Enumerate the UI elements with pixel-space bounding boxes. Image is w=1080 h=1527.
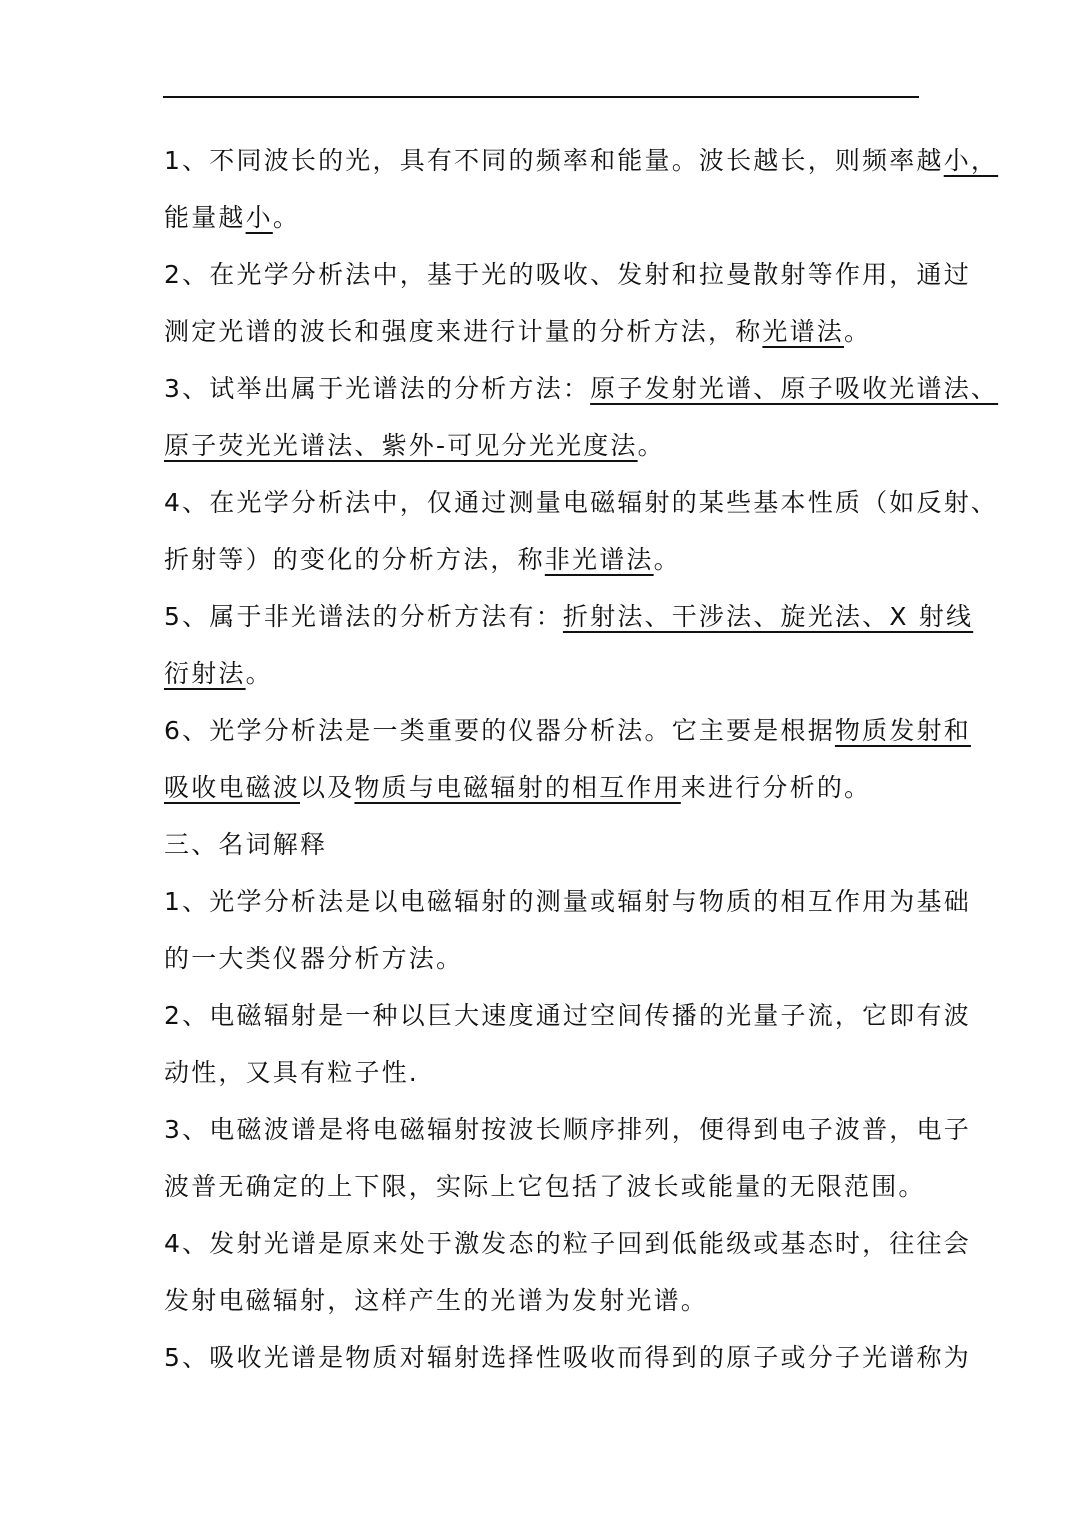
- text-line: [164, 417, 944, 474]
- text-segment: 5、吸收光谱是物质对辐射选择性吸收而得到的原子或分子光谱称为: [164, 1343, 971, 1372]
- text-line: [164, 360, 999, 417]
- text-segment: 。: [844, 317, 872, 346]
- text-line: [164, 132, 999, 189]
- text-line: [164, 816, 944, 873]
- text-line: [164, 303, 944, 360]
- answer-underlined: 小: [245, 203, 273, 232]
- answer-underlined: 原子荧光光谱法、紫外-可见分光光度法: [164, 431, 638, 460]
- text-segment: 。: [653, 545, 681, 574]
- text-segment: 5、属于非光谱法的分析方法有：: [164, 602, 563, 631]
- answer-underlined: 小，: [943, 146, 999, 175]
- answer-underlined: 衍射法: [164, 659, 246, 688]
- text-segment: 2、在光学分析法中，基于光的吸收、发射和拉曼散射等作用，通过: [164, 260, 971, 289]
- text-segment: 三、名词解释: [164, 830, 328, 859]
- answer-underlined: 原子发射光谱、原子吸收光谱法、: [590, 374, 999, 403]
- text-line: [164, 1215, 971, 1272]
- text-segment: 1、不同波长的光，具有不同的频率和能量。波长越长，则频率越: [164, 146, 944, 175]
- text-line: [164, 987, 971, 1044]
- text-line: [164, 1272, 944, 1329]
- text-segment: 来进行分析的。: [680, 773, 872, 802]
- text-line: [164, 645, 944, 702]
- text-line: [164, 1329, 971, 1386]
- answer-underlined: 物质发射和: [834, 716, 971, 745]
- answer-underlined: 折射法、干涉法、旋光法、X 射线: [562, 602, 974, 631]
- text-line: [164, 1101, 971, 1158]
- text-line: [164, 1158, 944, 1215]
- text-line: [164, 531, 944, 588]
- text-segment: 动性，又具有粒子性.: [164, 1058, 419, 1087]
- text-segment: 以及: [300, 773, 355, 802]
- text-segment: 2、电磁辐射是一种以巨大速度通过空间传播的光量子流，它即有波: [164, 1001, 971, 1030]
- text-line: [164, 474, 999, 531]
- answer-underlined: 吸收电磁波: [164, 773, 301, 802]
- document-body: [164, 132, 999, 1386]
- text-segment: 。: [245, 659, 273, 688]
- text-segment: 。: [637, 431, 665, 460]
- text-segment: 能量越: [164, 203, 246, 232]
- text-segment: 6、光学分析法是一类重要的仪器分析法。它主要是根据: [164, 716, 835, 745]
- text-segment: 折射等）的变化的分析方法，称: [164, 545, 545, 574]
- answer-underlined: 非光谱法: [544, 545, 654, 574]
- text-line: [164, 246, 971, 303]
- text-segment: 测定光谱的波长和强度来进行计量的分析方法，称: [164, 317, 763, 346]
- answer-underlined: 光谱法: [762, 317, 845, 346]
- text-segment: 4、发射光谱是原来处于激发态的粒子回到低能级或基态时，往往会: [164, 1229, 971, 1258]
- text-line: [164, 1044, 944, 1101]
- text-line: [164, 759, 944, 816]
- text-line: [164, 588, 974, 645]
- text-line: [164, 702, 971, 759]
- header-rule: [163, 96, 919, 98]
- text-segment: 发射电磁辐射，这样产生的光谱为发射光谱。: [164, 1286, 709, 1315]
- text-line: [164, 873, 971, 930]
- answer-underlined: 物质与电磁辐射的相互作用: [354, 773, 681, 802]
- text-segment: 4、在光学分析法中，仅通过测量电磁辐射的某些基本性质（如反射、: [164, 488, 999, 517]
- text-segment: 1、光学分析法是以电磁辐射的测量或辐射与物质的相互作用为基础: [164, 887, 971, 916]
- text-line: [164, 930, 944, 987]
- text-line: [164, 189, 944, 246]
- text-segment: 波普无确定的上下限，实际上它包括了波长或能量的无限范围。: [164, 1172, 926, 1201]
- text-segment: 的一大类仪器分析方法。: [164, 944, 464, 973]
- text-segment: 3、电磁波谱是将电磁辐射按波长顺序排列，便得到电子波普，电子: [164, 1115, 971, 1144]
- text-segment: 3、试举出属于光谱法的分析方法：: [164, 374, 591, 403]
- text-segment: 。: [272, 203, 301, 232]
